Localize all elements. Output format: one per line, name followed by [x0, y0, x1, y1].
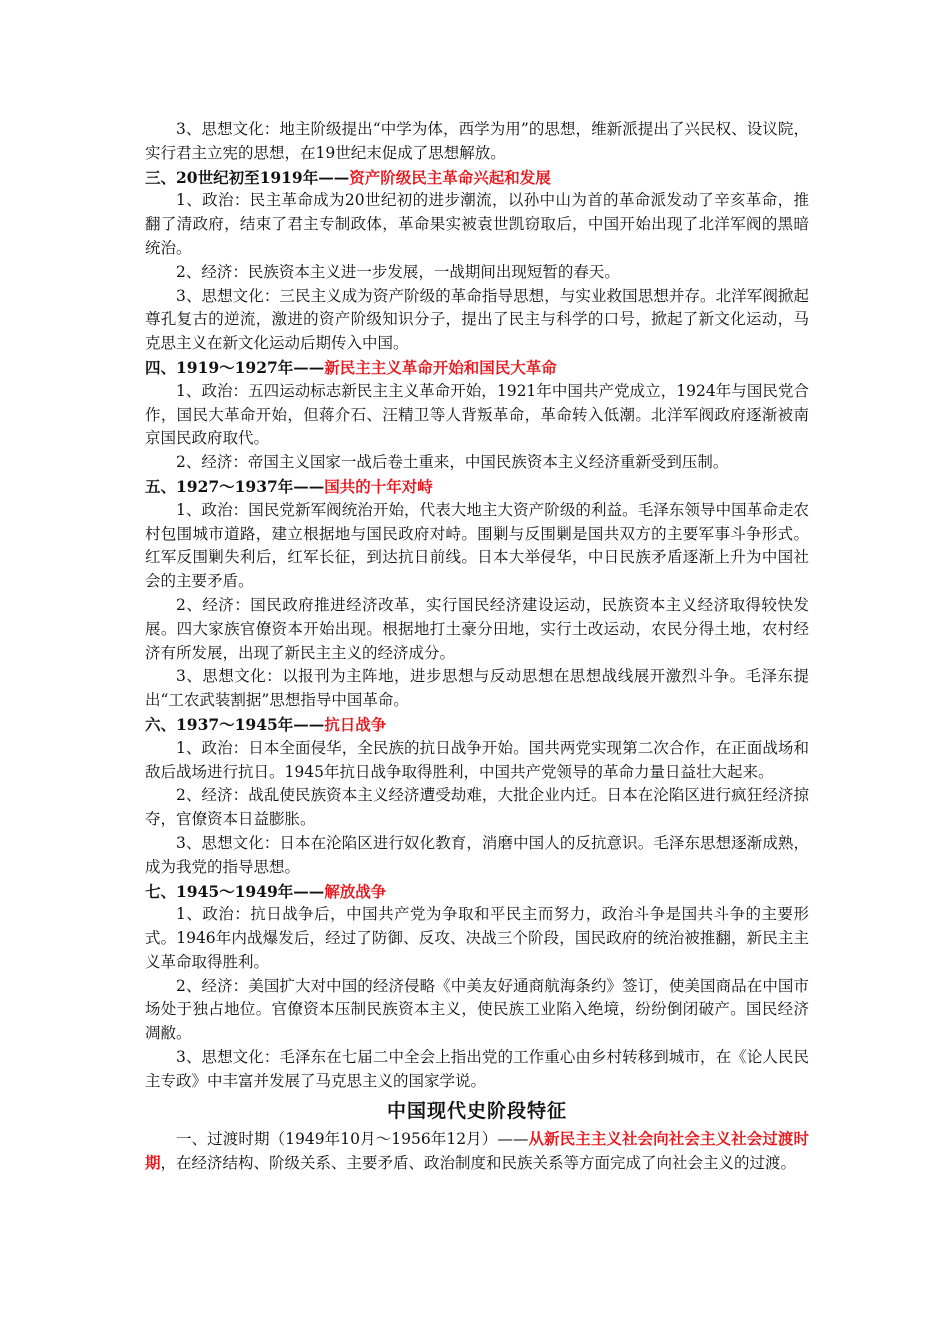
paragraph: 3、思想文化：以报刊为主阵地，进步思想与反动思想在思想战线展开激烈斗争。毛泽东提出“工农武装割据”思想指导中国革命。	[145, 667, 809, 710]
section-heading	[145, 356, 809, 380]
paragraph: 1、政治：民主革命成为20世纪初的进步潮流，以孙中山为首的革命派发动了辛亥革命，推翻了清政府，结束了君主专制政体，革命果实被袁世凯窃取后，中国开始出现了北洋军阀的黑暗统治。	[145, 191, 809, 257]
heading-prefix: 三、20世纪初至1919年——	[145, 167, 350, 187]
heading-highlight: 新民主主义革命开始和国民大革命	[324, 357, 557, 377]
paragraph: 2、经济：国民政府推进经济改革，实行国民经济建设运动，民族资本主义经济取得较快发展。四大家族官僚资本开始出现。根据地打土豪分田地，实行土改运动，农民分得土地，农村经济有所发展，出现了新民主主义的经济成分。	[145, 595, 809, 662]
section-heading	[145, 713, 809, 737]
paragraph-highlight: 从新民主主义社会向社会主义社会过渡时期	[145, 1128, 809, 1173]
page-title: 中国现代史阶段特征	[386, 1099, 567, 1122]
heading-prefix: 七、1945～1949年——	[145, 881, 325, 901]
heading-highlight: 国共的十年对峙	[324, 476, 433, 496]
paragraph: 3、思想文化：地主阶级提出“中学为体，西学为用”的思想，维新派提出了兴民权、设议院，实行君主立宪的思想，在19世纪末促成了思想解放。	[145, 120, 809, 162]
heading-prefix: 四、1919～1927年——	[145, 357, 325, 377]
paragraph: 1、政治：五四运动标志新民主主义革命开始，1921年中国共产党成立，1924年与国民党合作，国民大革命开始，但蒋介石、汪精卫等人背叛革命，革命转入低潮。北洋军阀政府逐渐被南京国民政府取代。	[145, 381, 809, 448]
heading-highlight: 资产阶级民主革命兴起和发展	[349, 167, 551, 187]
section-heading	[145, 880, 809, 904]
paragraph: 2、经济：美国扩大对中国的经济侵略《中美友好通商航海条约》签订，使美国商品在中国市场处于独占地位。官僚资本压制民族资本主义，使民族工业陷入绝境，纷纷倒闭破产。国民经济凋敝。	[145, 976, 809, 1043]
paragraph: 1、政治：国民党新军阀统治开始，代表大地主大资产阶级的利益。毛泽东领导中国革命走农村包围城市道路，建立根据地与国民政府对峙。围剿与反围剿是国共双方的主要军事斗争形式。红军反围剿失利后，红军长征，到达抗日前线。日本大举侵华，中日民族矛盾逐渐上升为中国社会的主要矛盾。	[145, 500, 809, 591]
paragraph-suffix: ，在经济结构、阶级关系、主要矛盾、政治制度和民族关系等方面完成了向社会主义的过渡。	[160, 1154, 797, 1173]
paragraph: 2、经济：帝国主义国家一战后卷土重来，中国民族资本主义经济重新受到压制。	[176, 453, 729, 472]
document-page	[145, 118, 809, 1176]
paragraph: 2、经济：战乱使民族资本主义经济遭受劫难，大批企业内迁。日本在沦陷区进行疯狂经济掠夺，官僚资本日益膨胀。	[145, 786, 809, 829]
paragraph: 3、思想文化：日本在沦陷区进行奴化教育，消磨中国人的反抗意识。毛泽东思想逐渐成熟，成为我党的指导思想。	[145, 833, 809, 876]
heading-highlight: 抗日战争	[324, 714, 387, 734]
paragraph: 1、政治：抗日战争后，中国共产党为争取和平民主而努力，政治斗争是国共斗争的主要形式。1946年内战爆发后，经过了防御、反攻、决战三个阶段，国民政府的统治被推翻，新民主主义革命取得胜利。	[145, 905, 809, 971]
paragraph: 1、政治：日本全面侵华，全民族的抗日战争开始。国共两党实现第二次合作，在正面战场和敌后战场进行抗日。1945年抗日战争取得胜利，中国共产党领导的革命力量日益壮大起来。	[145, 738, 809, 781]
paragraph: 3、思想文化：三民主义成为资产阶级的革命指导思想，与实业救国思想并存。北洋军阀掀起尊孔复古的逆流，激进的资产阶级知识分子，提出了民主与科学的口号，掀起了新文化运动，马克思主义在新文化运动后期传入中国。	[145, 286, 809, 353]
paragraph-prefix: 一、过渡时期（1949年10月～1956年12月）——	[176, 1129, 529, 1148]
section-heading	[145, 166, 809, 190]
paragraph	[145, 1127, 809, 1177]
section-heading	[145, 475, 809, 499]
paragraph: 2、经济：民族资本主义进一步发展，一战期间出现短暂的春天。	[176, 262, 620, 281]
heading-highlight: 解放战争	[324, 881, 387, 901]
paragraph: 3、思想文化：毛泽东在七届二中全会上指出党的工作重心由乡村转移到城市，在《论人民民主专政》中丰富并发展了马克思主义的国家学说。	[145, 1048, 809, 1090]
heading-prefix: 五、1927～1937年——	[145, 476, 325, 496]
heading-prefix: 六、1937～1945年——	[145, 714, 325, 734]
